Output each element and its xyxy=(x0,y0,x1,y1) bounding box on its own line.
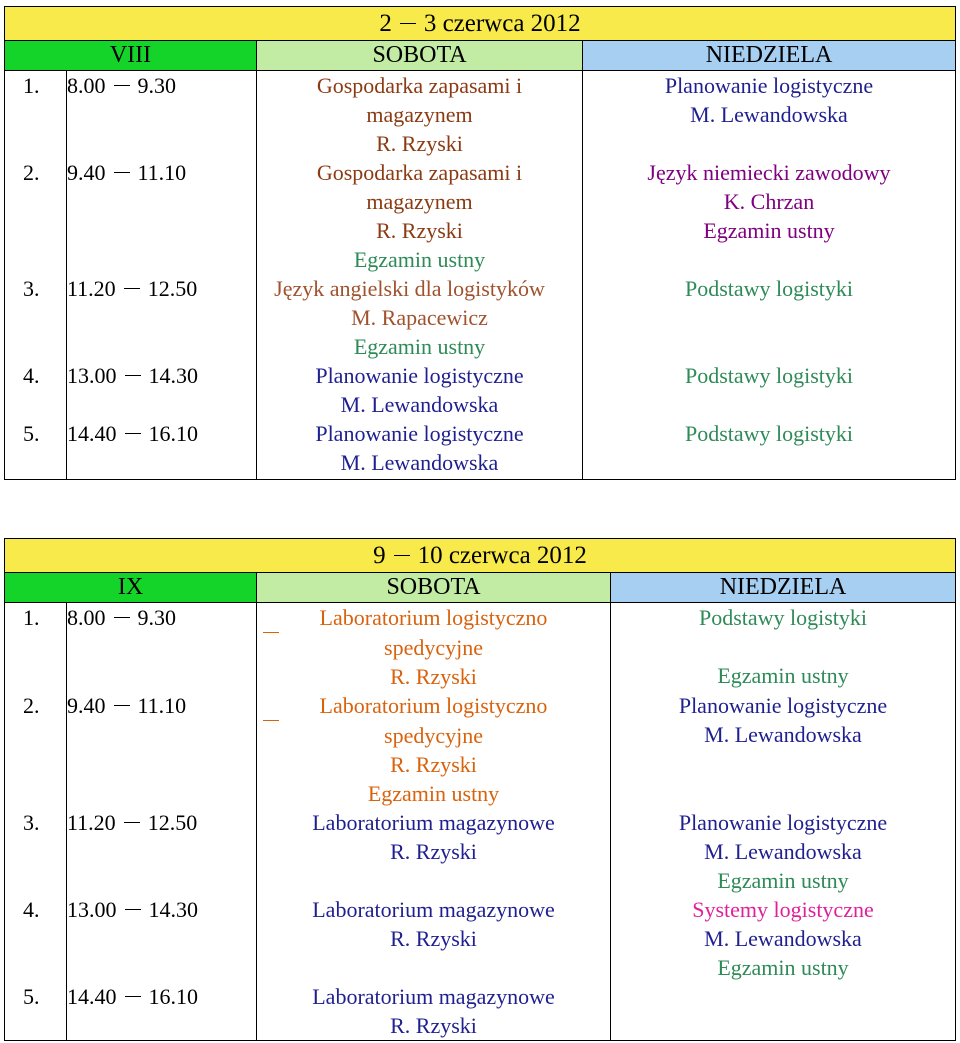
spacer xyxy=(611,632,955,661)
subject: Podstawy logistyki xyxy=(684,421,854,446)
subject: Planowanie logistyczne xyxy=(315,421,524,446)
table-row xyxy=(5,361,956,419)
teacher: R. Rzyski xyxy=(390,839,477,864)
subject: Laboratorium magazynowe xyxy=(312,810,555,835)
table-row xyxy=(5,419,956,480)
lesson-number: 3. xyxy=(5,274,67,361)
sunday-lesson xyxy=(611,691,956,808)
saturday-lesson xyxy=(257,691,611,808)
date-header: 2 3 czerwca 2012 xyxy=(5,7,956,41)
lesson-number: 1. xyxy=(5,71,67,159)
saturday-header: SOBOTA xyxy=(257,573,611,603)
saturday-header: SOBOTA xyxy=(257,41,583,71)
sunday-lesson xyxy=(583,361,956,419)
teacher: R. Rzyski xyxy=(390,664,477,689)
saturday-lesson xyxy=(257,982,611,1041)
sunday-lesson xyxy=(611,808,956,895)
table-row xyxy=(5,808,956,895)
exam-label: Egzamin ustny xyxy=(353,247,486,272)
subject: magazynem xyxy=(366,189,473,214)
subject: Laboratorium logistyczno xyxy=(257,691,610,721)
table-row xyxy=(5,691,956,808)
sunday-header: NIEDZIELA xyxy=(583,41,956,71)
table-row xyxy=(5,895,956,982)
teacher: R. Rzyski xyxy=(390,752,477,777)
lesson-time: 11.20 12.50 xyxy=(67,274,257,361)
subject: Planowanie logistyczne xyxy=(664,73,874,98)
subject: Planowanie logistyczne xyxy=(678,693,888,718)
lesson-time: 11.20 12.50 xyxy=(67,808,257,895)
sunday-lesson xyxy=(583,419,956,480)
table-row xyxy=(5,603,956,692)
lesson-number: 1. xyxy=(5,603,67,692)
teacher: R. Rzyski xyxy=(376,131,463,156)
subject: magazynem xyxy=(366,102,473,127)
sunday-lesson xyxy=(583,158,956,274)
lesson-number: 5. xyxy=(5,982,67,1041)
subject: Laboratorium magazynowe xyxy=(312,897,555,922)
lesson-time: 9.40 11.10 xyxy=(67,691,257,808)
sunday-lesson xyxy=(583,274,956,361)
teacher: R. Rzyski xyxy=(390,926,477,951)
lesson-number: 2. xyxy=(5,691,67,808)
subject: Podstawy logistyki xyxy=(684,363,854,388)
week-number: IX xyxy=(5,573,257,603)
exam-label: Egzamin ustny xyxy=(367,781,500,806)
sunday-lesson xyxy=(611,603,956,692)
teacher: K. Chrzan xyxy=(723,189,815,214)
teacher: R. Rzyski xyxy=(376,218,463,243)
table-row xyxy=(5,71,956,159)
schedule-table-1 xyxy=(4,6,956,480)
subject: Język niemiecki zawodowy xyxy=(647,160,891,185)
saturday-lesson xyxy=(257,895,611,982)
teacher: M. Lewandowska xyxy=(690,102,848,127)
sunday-lesson xyxy=(583,71,956,159)
saturday-lesson xyxy=(257,361,583,419)
subject: Podstawy logistyki xyxy=(698,605,868,630)
lesson-time: 13.00 14.30 xyxy=(67,361,257,419)
saturday-lesson xyxy=(257,158,583,274)
table-row xyxy=(5,274,956,361)
table-row xyxy=(5,982,956,1041)
subject: Planowanie logistyczne xyxy=(315,363,524,388)
subject: Laboratorium logistyczno xyxy=(257,603,610,633)
teacher: M. Lewandowska xyxy=(704,926,862,951)
teacher: M. Lewandowska xyxy=(340,392,499,417)
teacher: M. Lewandowska xyxy=(340,450,499,475)
sunday-lesson xyxy=(611,982,956,1041)
lesson-number: 5. xyxy=(5,419,67,480)
subject: Podstawy logistyki xyxy=(684,276,854,301)
subject: Laboratorium magazynowe xyxy=(312,984,555,1009)
subject: Gospodarka zapasami i xyxy=(316,73,523,98)
date-header: 9 10 czerwca 2012 xyxy=(5,539,956,573)
saturday-lesson xyxy=(257,71,583,159)
exam-label: Egzamin ustny xyxy=(717,868,849,893)
table-row xyxy=(5,158,956,274)
week-number: VIII xyxy=(5,41,257,71)
sunday-lesson xyxy=(611,895,956,982)
subject: Gospodarka zapasami i xyxy=(316,160,523,185)
lesson-number: 2. xyxy=(5,158,67,274)
lesson-time: 8.00 9.30 xyxy=(67,603,257,692)
subject: spedycyjne xyxy=(384,635,483,660)
saturday-lesson xyxy=(257,603,611,692)
exam-label: Egzamin ustny xyxy=(717,663,849,688)
subject: Systemy logistyczne xyxy=(692,897,874,922)
exam-label: Egzamin ustny xyxy=(717,955,849,980)
lesson-number: 4. xyxy=(5,895,67,982)
exam-label: Egzamin ustny xyxy=(353,334,486,359)
saturday-lesson xyxy=(257,419,583,480)
sunday-header: NIEDZIELA xyxy=(611,573,956,603)
teacher: R. Rzyski xyxy=(390,1013,477,1038)
lesson-number: 3. xyxy=(5,808,67,895)
subject: spedycyjne xyxy=(384,723,483,748)
lesson-time: 13.00 14.30 xyxy=(67,895,257,982)
lesson-time: 9.40 11.10 xyxy=(67,158,257,274)
lesson-number: 4. xyxy=(5,361,67,419)
teacher: M. Lewandowska xyxy=(704,722,862,747)
subject: Język angielski dla logistyków xyxy=(274,276,545,301)
schedule-table-2 xyxy=(4,538,956,1041)
subject: Planowanie logistyczne xyxy=(678,810,888,835)
teacher: M. Lewandowska xyxy=(704,839,862,864)
teacher: M. Rapacewicz xyxy=(351,305,488,330)
lesson-time: 8.00 9.30 xyxy=(67,71,257,159)
saturday-lesson xyxy=(257,808,611,895)
lesson-time: 14.40 16.10 xyxy=(67,982,257,1041)
lesson-time: 14.40 16.10 xyxy=(67,419,257,480)
saturday-lesson xyxy=(257,274,583,361)
exam-label: Egzamin ustny xyxy=(703,218,835,243)
